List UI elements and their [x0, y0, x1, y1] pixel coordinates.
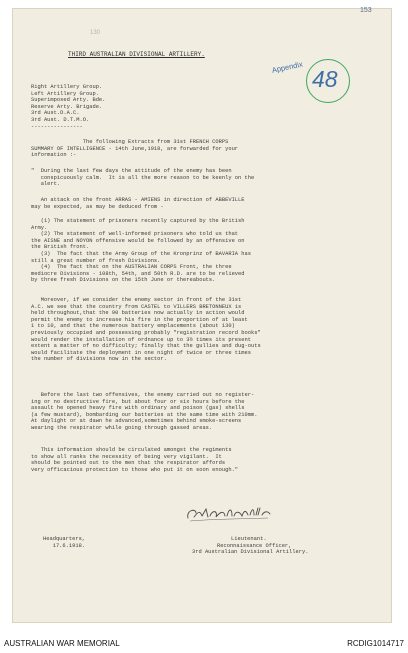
distribution-item: Right Artillery Group.	[31, 84, 103, 90]
text-line: (a few mustard), bombarding our batteries at the same time with 210mm.	[31, 411, 258, 418]
distribution-list	[31, 84, 105, 130]
text-line: This information should be circulated amongst the regiments	[31, 447, 232, 453]
pencil-folio-number: 130	[90, 30, 101, 36]
distribution-item: Left Artillery Group.	[31, 90, 99, 97]
quote-paragraph-6	[31, 447, 238, 473]
signer-role: Reconnaissance Officer,	[217, 542, 292, 549]
distribution-item: Reserve Arty. Brigade.	[31, 103, 103, 110]
text-line: may be expected, as may be deduced from -	[31, 203, 164, 210]
stamp-number: 48	[312, 66, 338, 92]
text-line: 1 to 10, and that the numerous battery emplacements (about 130)	[31, 323, 235, 330]
text-line: (1) The statement of prisoners recently captured by the British	[31, 218, 245, 224]
text-line: information :-	[31, 152, 77, 159]
headquarters-label: Headquarters,	[43, 536, 86, 542]
text-line: SUMMARY OF INTELLIGENCE - 14th June,1918, are forwarded for your	[31, 145, 239, 152]
text-line: An attack on the front ARRAS - AMIENS in direction of ABBEVILLE	[31, 197, 245, 203]
text-line: Before the last two offensives, the enemy carried out no register-	[31, 392, 255, 398]
text-line: assault he opened heavy fire with ordinary and poison (gas) shells	[31, 405, 245, 412]
text-line: Moreover, if we consider the enemy sector in front of the 31st	[31, 297, 242, 303]
text-line: held throughout,that the 90 batteries now actually in action would	[31, 310, 245, 317]
text-line: the number of divisions now in the sector.	[31, 356, 167, 363]
quote-paragraph-4	[31, 297, 261, 363]
text-line: extent a matter of no difficulty; finally that the gullies and dug-outs	[31, 343, 261, 350]
text-line: (4) The fact that on the AUSTRALIAN CORPS Front, the three	[31, 264, 232, 271]
archive-name: AUSTRALIAN WAR MEMORIAL	[4, 639, 120, 648]
text-line: wearing the respirator while going through gassed areas.	[31, 424, 213, 431]
text-line: alert.	[31, 181, 61, 188]
document-title: THIRD AUSTRALIAN DIVISIONAL ARTILLERY.	[68, 51, 205, 58]
text-line: the British front.	[31, 244, 90, 251]
text-line: At daylight or at dawn he advanced,sometimes behind smoke-screens	[31, 418, 242, 425]
text-line: (3) The fact that the Army Group of the Kronprinz of BAVARIA has	[31, 250, 251, 257]
intro-paragraph	[31, 139, 238, 159]
signer-unit: 3rd Australian Divisional Artillery.	[192, 549, 309, 556]
text-line: mediocre Divisions - 108th, 54th, and 50th R.D. are to be relieved	[31, 270, 245, 277]
appendix-annotation: Appendix	[271, 59, 304, 75]
text-line: previously occupied and possessing probably "registration record books"	[31, 329, 261, 336]
text-line: permit the enemy to increase his fire in the proportion of at least	[31, 316, 248, 323]
quote-paragraph-2	[31, 197, 245, 210]
text-line: should be pointed out to the men that the respirator affords	[31, 460, 226, 467]
text-line: would render the installation of ordnance up to 3½ times its present	[31, 336, 251, 343]
text-line: Army.	[31, 224, 48, 231]
distribution-item: 3rd Aust. D.T.M.O.	[31, 116, 90, 123]
signature-block	[192, 536, 309, 556]
text-line: would facilitate the deployment in one night of twice or three times	[31, 349, 251, 356]
text-line: (2) The statement of well-informed prisoners who told us that	[31, 231, 239, 238]
closing-place	[43, 536, 85, 549]
quote-paragraph-5	[31, 392, 257, 432]
quote-paragraph-1	[31, 168, 254, 188]
record-id: RCDIG1014717	[347, 639, 404, 648]
text-line: The following Extracts from 31st FRENCH CORPS	[31, 139, 229, 145]
quote-paragraph-3	[31, 218, 251, 284]
text-line: ing or no destructive fire, but about four or six hours before the	[31, 398, 245, 405]
text-line: very officacious protection to those who put it on soon enough."	[31, 466, 239, 473]
text-line: to show all ranks the necessity of being very vigilant. It	[31, 453, 222, 460]
signer-rank: Lieutenant.	[231, 536, 267, 542]
text-line: A.C. we see that the country from CASTEL to VILLERS BRETONNEUX is	[31, 303, 242, 310]
text-line: conspicuously calm. It is all the more reason to be keenly on the	[31, 174, 255, 181]
text-line: still a great number of fresh Divisions.	[31, 257, 161, 264]
distribution-rule: ----------------	[31, 123, 83, 130]
distribution-item: Superimposed Arty. Bde.	[31, 97, 106, 104]
signature-date: 17.6.1918.	[43, 542, 86, 549]
archive-footer	[0, 638, 408, 653]
text-line: " During the last few days the attitude of the enemy has been	[31, 168, 232, 174]
folio-number: 153	[360, 7, 372, 14]
text-line: by three fresh Divisions on the 15th June or thereabouts.	[31, 277, 216, 284]
handwritten-signature	[184, 504, 274, 526]
distribution-item: 3rd Aust.D.A.C.	[31, 110, 80, 117]
text-line: the AISNE and NOYON offensive would be followed by an offensive on	[31, 237, 245, 244]
